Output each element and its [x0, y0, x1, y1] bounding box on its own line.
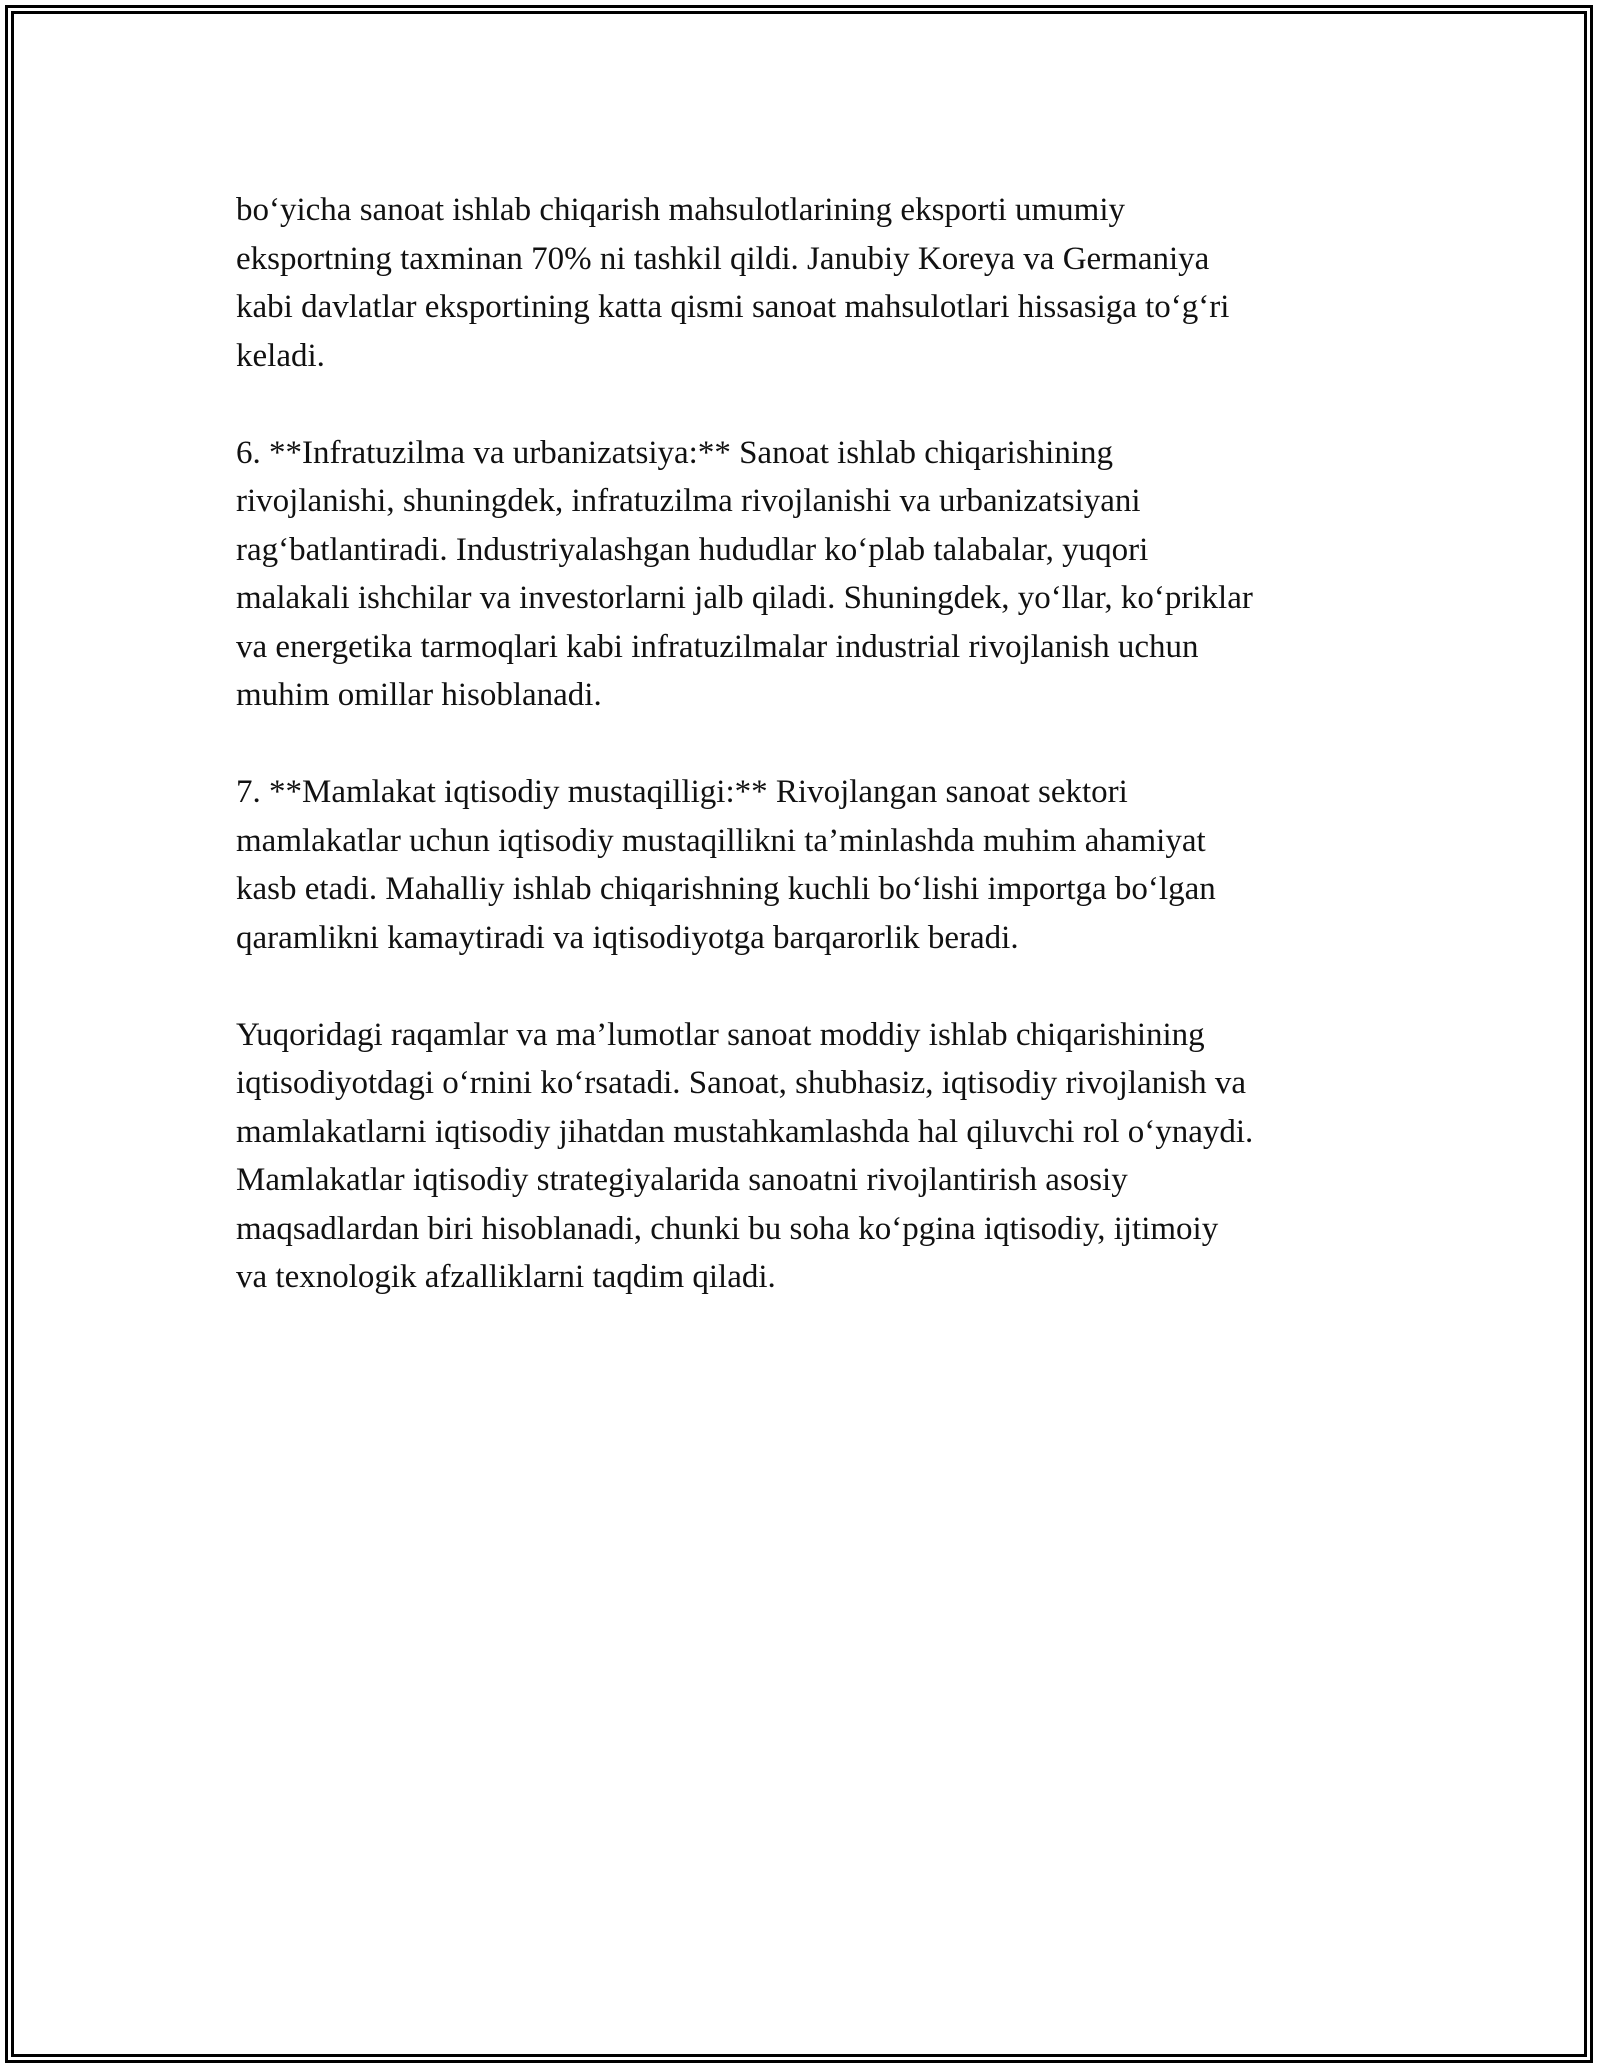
text-line: rivojlanishi, shuningdek, infratuzilma rivojlanishi va urbanizatsiyani [236, 483, 1141, 519]
text-line: malakali ishchilar va investorlarni jalb qiladi. Shuningdek, yo‘llar, ko‘priklar [236, 580, 1253, 616]
text-line: keladi. [236, 337, 325, 374]
text-line: 6. **Infratuzilma va urbanizatsiya:** Sanoat ishlab chiqarishining [236, 434, 1114, 471]
text-line: bo‘yicha sanoat ishlab chiqarish mahsulotlarining eksporti umumiy [236, 192, 1126, 228]
text-line: Mamlakatlar iqtisodiy strategiyalarida sanoatni rivojlantirish asosiy [236, 1162, 1128, 1198]
text-line: muhim omillar hisoblanadi. [236, 677, 602, 713]
text-line: iqtisodiyotdagi o‘rnini ko‘rsatadi. Sanoat, shubhasiz, iqtisodiy rivojlanish va [236, 1065, 1247, 1101]
text-line: rag‘batlantiradi. Industriyalashgan hududlar ko‘plab talabalar, yuqori [236, 531, 1149, 568]
paragraph-infrastructure [236, 429, 1396, 720]
text-line: 7. **Mamlakat iqtisodiy mustaqilligi:** Rivojlangan sanoat sektori [236, 774, 1128, 810]
paragraph-economic-independence [236, 768, 1396, 962]
text-line: maqsadlardan biri hisoblanadi, chunki bu soha ko‘pgina iqtisodiy, ijtimoiy [236, 1210, 1219, 1247]
text-line: Yuqoridagi raqamlar va ma’lumotlar sanoat moddiy ishlab chiqarishining [236, 1016, 1205, 1053]
text-line: va texnologik afzalliklarni taqdim qiladi. [236, 1259, 776, 1295]
text-line: eksportning taxminan 70% ni tashkil qildi. Janubiy Koreya va Germaniya [236, 240, 1210, 277]
text-line: va energetika tarmoqlari kabi infratuzilmalar industrial rivojlanish uchun [236, 628, 1199, 665]
text-line: qaramlikni kamaytiradi va iqtisodiyotga barqarorlik beradi. [236, 919, 1019, 956]
paragraph-conclusion [236, 1011, 1396, 1302]
document-body [236, 186, 1396, 1350]
paragraph-export-continuation [236, 186, 1396, 380]
text-line: kabi davlatlar eksportining katta qismi sanoat mahsulotlari hissasiga to‘g‘ri [236, 289, 1230, 325]
text-line: mamlakatlarni iqtisodiy jihatdan mustahkamlashda hal qiluvchi rol o‘ynaydi. [236, 1113, 1254, 1150]
text-line: kasb etadi. Mahalliy ishlab chiqarishning kuchli bo‘lishi importga bo‘lgan [236, 871, 1216, 907]
text-line: mamlakatlar uchun iqtisodiy mustaqillikni ta’minlashda muhim ahamiyat [236, 822, 1206, 859]
